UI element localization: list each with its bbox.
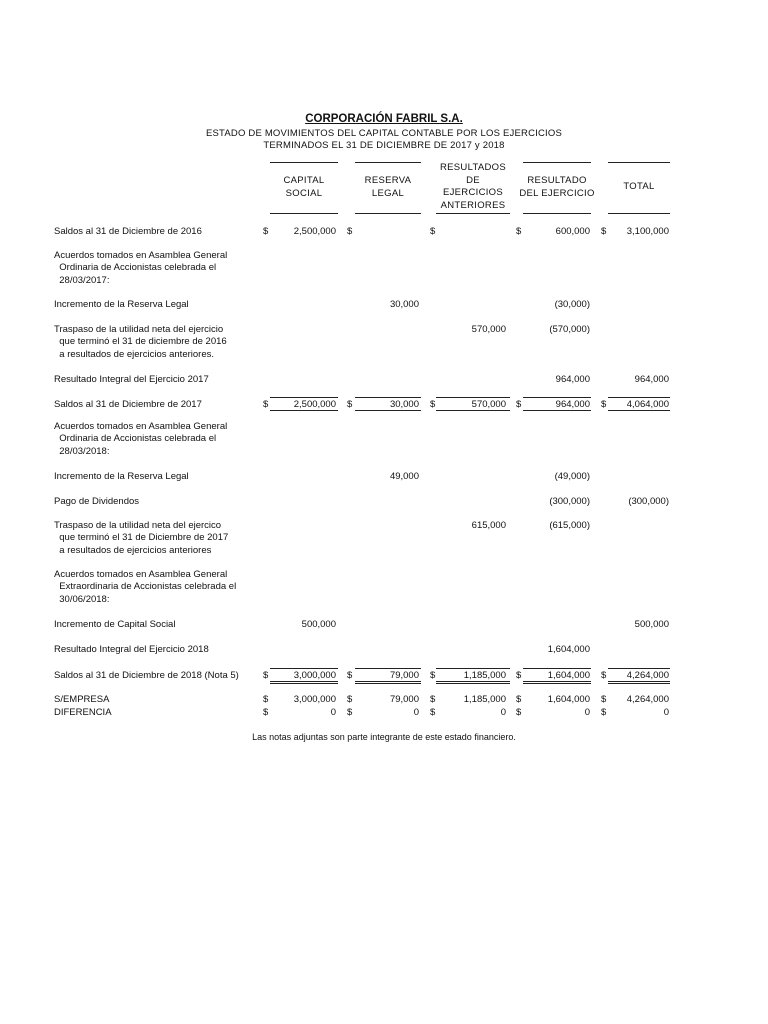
header-rule-ejercicio-bottom xyxy=(523,213,591,214)
cell-total: 3,100,000 xyxy=(626,226,669,237)
cell-total: 500,000 xyxy=(634,619,669,630)
row-label-line: que terminó el 31 de diciembre de 2016 xyxy=(54,336,227,348)
row-label-line: Acuerdos tomados en Asamblea General xyxy=(54,421,228,432)
row-label-line: Incremento de la Reserva Legal xyxy=(54,299,189,310)
row-label xyxy=(54,299,189,311)
cell-ejercicio: (49,000) xyxy=(554,471,590,482)
currency-symbol: $ xyxy=(516,707,522,718)
row-label xyxy=(54,374,209,386)
rule-2017-resultados xyxy=(436,397,510,398)
row-label xyxy=(54,324,227,361)
row-label-line: Resultado Integral del Ejercicio 2017 xyxy=(54,374,209,385)
rule-2018-capital-double xyxy=(270,683,338,684)
rule-2017-reserva-under xyxy=(355,410,421,411)
rule-2018-ejercicio-under xyxy=(523,681,591,682)
column-header-resultado-ejercicio xyxy=(517,175,597,200)
company-name: CORPORACIÓN FABRIL S.A. xyxy=(305,113,463,125)
rule-2017-total-under xyxy=(608,410,670,411)
cell-resultados: 570,000 xyxy=(471,399,506,410)
rule-2018-total-under xyxy=(608,681,670,682)
cell-resultados: 0 xyxy=(500,707,506,718)
row-label-line: Acuerdos tomados en Asamblea General xyxy=(54,250,228,261)
rule-2017-ejercicio xyxy=(523,397,591,398)
cell-resultados: 1,185,000 xyxy=(463,694,506,705)
cell-total: 4,064,000 xyxy=(626,399,669,410)
row-label-line: 28/03/2018: xyxy=(54,445,110,457)
cell-capital: 500,000 xyxy=(301,619,336,630)
cell-ejercicio: (570,000) xyxy=(549,324,590,335)
cell-reserva: 79,000 xyxy=(389,670,419,681)
row-label xyxy=(54,644,209,656)
cell-reserva: 30,000 xyxy=(389,299,419,310)
cell-total: (300,000) xyxy=(628,496,669,507)
row-label xyxy=(54,471,189,483)
row-label xyxy=(54,670,239,682)
cell-capital: 0 xyxy=(330,707,336,718)
row-label xyxy=(54,694,109,706)
cell-resultados: 570,000 xyxy=(471,324,506,335)
rule-2017-capital-under xyxy=(270,410,338,411)
cell-reserva: 49,000 xyxy=(389,471,419,482)
currency-symbol: $ xyxy=(263,226,269,237)
currency-symbol: $ xyxy=(263,694,269,705)
cell-reserva: 30,000 xyxy=(389,399,419,410)
rule-2018-ejercicio-double xyxy=(523,683,591,684)
header-rule-reserva-top xyxy=(355,162,421,163)
rule-2017-capital xyxy=(270,397,338,398)
rule-2017-resultados-under xyxy=(436,410,510,411)
cell-total: 4,264,000 xyxy=(626,694,669,705)
header-rule-resultados-bottom xyxy=(436,213,510,214)
row-label-line: S/EMPRESA xyxy=(54,694,110,705)
cell-capital: 3,000,000 xyxy=(293,694,336,705)
header-line: RESERVA xyxy=(364,175,412,186)
header-rule-total-bottom xyxy=(608,213,670,214)
cell-reserva: 79,000 xyxy=(389,694,419,705)
row-label xyxy=(54,520,228,557)
cell-resultados: 615,000 xyxy=(471,520,506,531)
row-label-line: Incremento de la Reserva Legal xyxy=(54,471,189,482)
header-rule-total-top xyxy=(608,162,670,163)
row-label xyxy=(54,569,236,606)
rule-2018-reserva-under xyxy=(355,681,421,682)
row-label-line: Incremento de Capital Social xyxy=(54,619,176,630)
rule-2018-ejercicio xyxy=(523,668,591,669)
cell-ejercicio: (30,000) xyxy=(554,299,590,310)
cell-capital: 2,500,000 xyxy=(293,399,336,410)
cell-ejercicio: 1,604,000 xyxy=(547,694,590,705)
cell-ejercicio: 600,000 xyxy=(555,226,590,237)
row-label-line: Pago de Dividendos xyxy=(54,496,140,507)
header-line: RESULTADO xyxy=(527,175,587,186)
header-rule-ejercicio-top xyxy=(523,162,591,163)
currency-symbol: $ xyxy=(516,670,522,681)
header-line: DE xyxy=(466,174,480,186)
row-label-line: Traspaso de la utilidad neta del ejercicio xyxy=(54,324,224,335)
column-header-reserva-legal xyxy=(355,175,421,200)
cell-total: 964,000 xyxy=(634,374,669,385)
row-label-line: Ordinaria de Accionistas celebrada el xyxy=(54,433,217,445)
row-label xyxy=(54,619,175,631)
cell-reserva: 0 xyxy=(413,707,419,718)
header-line: SOCIAL xyxy=(285,187,323,199)
rule-2018-resultados-under xyxy=(436,681,510,682)
row-label-line: DIFERENCIA xyxy=(54,707,112,718)
currency-symbol: $ xyxy=(601,226,607,237)
row-label-line: Resultado Integral del Ejercicio 2018 xyxy=(54,644,209,655)
row-label-line: Saldos al 31 de Diciembre de 2017 xyxy=(54,399,202,410)
column-header-total xyxy=(608,181,670,194)
row-label xyxy=(54,707,112,719)
rule-2017-total xyxy=(608,397,670,398)
rule-2018-capital xyxy=(270,668,338,669)
currency-symbol: $ xyxy=(347,707,353,718)
cell-ejercicio: 1,604,000 xyxy=(547,644,590,655)
header-line: CAPITAL xyxy=(283,175,325,186)
header-line: LEGAL xyxy=(371,187,405,199)
header-rule-capital-bottom xyxy=(270,213,338,214)
header-line: EJERCICIOS xyxy=(442,187,503,198)
cell-resultados: 1,185,000 xyxy=(463,670,506,681)
row-label-line: Saldos al 31 de Diciembre de 2018 (Nota 5) xyxy=(54,670,239,681)
column-header-capital-social xyxy=(270,175,338,200)
header-rule-reserva-bottom xyxy=(355,213,421,214)
currency-symbol: $ xyxy=(347,399,353,410)
cell-ejercicio: (300,000) xyxy=(549,496,590,507)
rule-2017-reserva xyxy=(355,397,421,398)
statement-title-line2: TERMINADOS EL 31 DE DICIEMBRE DE 2017 y 2018 xyxy=(263,140,505,151)
row-label-line: a resultados de ejercicios anteriores xyxy=(54,544,212,556)
currency-symbol: $ xyxy=(601,707,607,718)
rule-2018-reserva-double xyxy=(355,683,421,684)
currency-symbol: $ xyxy=(263,670,269,681)
currency-symbol: $ xyxy=(347,694,353,705)
rule-2017-ejercicio-under xyxy=(523,410,591,411)
row-label-line: Extraordinaria de Accionistas celebrada el xyxy=(54,581,237,593)
row-label xyxy=(54,226,202,238)
rule-2018-reserva xyxy=(355,668,421,669)
row-label-line: que terminó el 31 de Diciembre de 2017 xyxy=(54,532,229,544)
currency-symbol: $ xyxy=(601,694,607,705)
currency-symbol: $ xyxy=(263,707,269,718)
row-label xyxy=(54,496,139,508)
header-line: DEL EJERCICIO xyxy=(519,187,595,199)
rule-2018-resultados-double xyxy=(436,683,510,684)
rule-2018-capital-under xyxy=(270,681,338,682)
currency-symbol: $ xyxy=(601,670,607,681)
currency-symbol: $ xyxy=(347,226,353,237)
footer-note: Las notas adjuntas son parte integrante de este estado financiero. xyxy=(252,732,516,742)
currency-symbol: $ xyxy=(430,399,436,410)
header-line: ANTERIORES xyxy=(440,199,506,211)
row-label-line: a resultados de ejercicios anteriores. xyxy=(54,348,214,360)
row-label xyxy=(54,421,227,458)
cell-ejercicio: 0 xyxy=(584,707,590,718)
row-label xyxy=(54,250,227,287)
cell-capital: 2,500,000 xyxy=(293,226,336,237)
row-label-line: Ordinaria de Accionistas celebrada el xyxy=(54,262,217,274)
currency-symbol: $ xyxy=(430,226,436,237)
cell-ejercicio: (615,000) xyxy=(549,520,590,531)
cell-total: 0 xyxy=(663,707,669,718)
row-label-line: Acuerdos tomados en Asamblea General xyxy=(54,569,228,580)
column-header-resultados-anteriores xyxy=(436,162,510,212)
statement-title-line1: ESTADO DE MOVIMIENTOS DEL CAPITAL CONTABLE POR LOS EJERCICIOS xyxy=(205,128,563,139)
currency-symbol: $ xyxy=(516,226,522,237)
cell-ejercicio: 1,604,000 xyxy=(547,670,590,681)
currency-symbol: $ xyxy=(601,399,607,410)
row-label-line: 28/03/2017: xyxy=(54,274,110,286)
currency-symbol: $ xyxy=(516,694,522,705)
header-line: RESULTADOS xyxy=(440,162,506,173)
currency-symbol: $ xyxy=(347,670,353,681)
currency-symbol: $ xyxy=(430,707,436,718)
cell-ejercicio: 964,000 xyxy=(555,374,590,385)
rule-2018-total xyxy=(608,668,670,669)
currency-symbol: $ xyxy=(430,694,436,705)
row-label-line: Saldos al 31 de Diciembre de 2016 xyxy=(54,226,202,237)
currency-symbol: $ xyxy=(516,399,522,410)
row-label-line: Traspaso de la utilidad neta del ejercico xyxy=(54,520,222,531)
header-rule-capital-top xyxy=(270,162,338,163)
cell-ejercicio: 964,000 xyxy=(555,399,590,410)
header-line: TOTAL xyxy=(623,181,655,192)
currency-symbol: $ xyxy=(430,670,436,681)
currency-symbol: $ xyxy=(263,399,269,410)
row-label-line: 30/06/2018: xyxy=(54,593,110,605)
rule-2018-resultados xyxy=(436,668,510,669)
row-label xyxy=(54,399,202,411)
rule-2018-total-double xyxy=(608,683,670,684)
cell-capital: 3,000,000 xyxy=(293,670,336,681)
cell-total: 4,264,000 xyxy=(626,670,669,681)
